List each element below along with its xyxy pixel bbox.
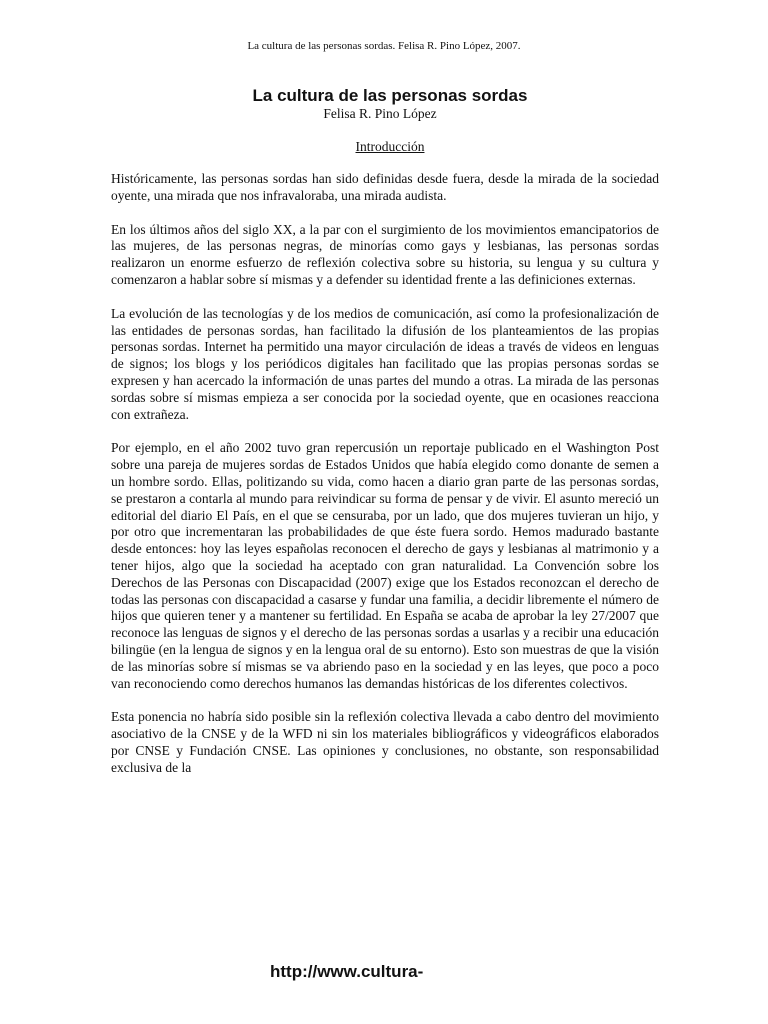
document-title: La cultura de las personas sordas xyxy=(252,86,528,105)
section-heading: Introducción xyxy=(355,139,425,154)
paragraph-2: En los últimos años del siglo XX, a la par con el surgimiento de los movimientos emancipatorios de las mujeres, de las personas negras, de minorías como gays y lesbianas, las personas sordas realizaron un enorme esfuerzo de reflexión colectiva sobre su historia, su lengua y su cultura y comenzaron a hablar sobre sí mismas y a defender su identidad frente a las definiciones externas. xyxy=(111,221,659,287)
paragraph-5: Esta ponencia no habría sido posible sin la reflexión colectiva llevada a cabo dentro del movimiento asociativo de la CNSE y de la WFD ni sin los materiales bibliográficos y videográficos elaborados por CNSE y Fundación CNSE. Las opiniones y conclusiones, no obstante, son responsabilidad exclusiva de la xyxy=(111,709,659,775)
paragraph-3: La evolución de las tecnologías y de los medios de comunicación, así como la profesionalización de las entidades de personas sordas, han facilitado la difusión de los planteamientos de las propias personas sordas. Internet ha permitido una mayor circulación de ideas a través de videos en lenguas de signos; los blogs y los periódicos digitales han facilitado que las propias personas sordas se expresen y han acercado la información de unas partes del mundo a otras. La mirada de las personas sordas sobre sí mismas empieza a ser conocida por la sociedad oyente, que en ocasiones reacciona con extrañeza. xyxy=(111,305,659,422)
paragraph-1: Históricamente, las personas sordas han sido definidas desde fuera, desde la mirada de la sociedad oyente, una mirada que nos infravaloraba, una mirada audista. xyxy=(111,171,659,203)
footer-link[interactable]: http://www.cultura- xyxy=(270,962,424,981)
paragraph-4: Por ejemplo, en el año 2002 tuvo gran repercusión un reportaje publicado en el Washington Post sobre una pareja de mujeres sordas de Estados Unidos que había elegido como donante de semen a un hombre sordo. Ellas, politizando su vida, como hacen a diario gran parte de las personas sordas, se prestaron a contarla al mundo para reivindicar su forma de pensar y de vivir. El asunto mereció un editorial del diario El País, en el que se censuraba, por un lado, que dos mujeres tuvieran un hijo, y por otro que incrementaran las probabilidades de que éste fuera sordo. Hemos madurado bastante desde entonces: hoy las leyes españolas reconocen el derecho de gays y lesbianas al matrimonio y a tener hijos, algo que la sociedad ha aceptado con gran naturalidad. La Convención sobre los Derechos de las Personas con Discapacidad (2007) exige que los Estados reconozcan el derecho de todas las personas con discapacidad a casarse y fundar una familia, a decidir libremente el número de hijos que quieren tener y a mantener su fertilidad. En España se acaba de aprobar la ley 27/2007 que reconoce las lenguas de signos y el derecho de las personas sordas a usarlas y a recibir una educación bilingüe (en la lengua de signos y en la lengua oral de su entorno). Esto son muestras de que la visión de las minorías sobre sí mismas se va abriendo paso en la sociedad y en las leyes, que poco a poco van reconociendo como derechos humanos las demandas históricas de los diferentes colectivos. xyxy=(111,440,659,691)
body-text xyxy=(111,171,659,794)
document-author: Felisa R. Pino López xyxy=(323,106,437,121)
running-header: La cultura de las personas sordas. Felisa R. Pino López, 2007. xyxy=(247,40,521,52)
